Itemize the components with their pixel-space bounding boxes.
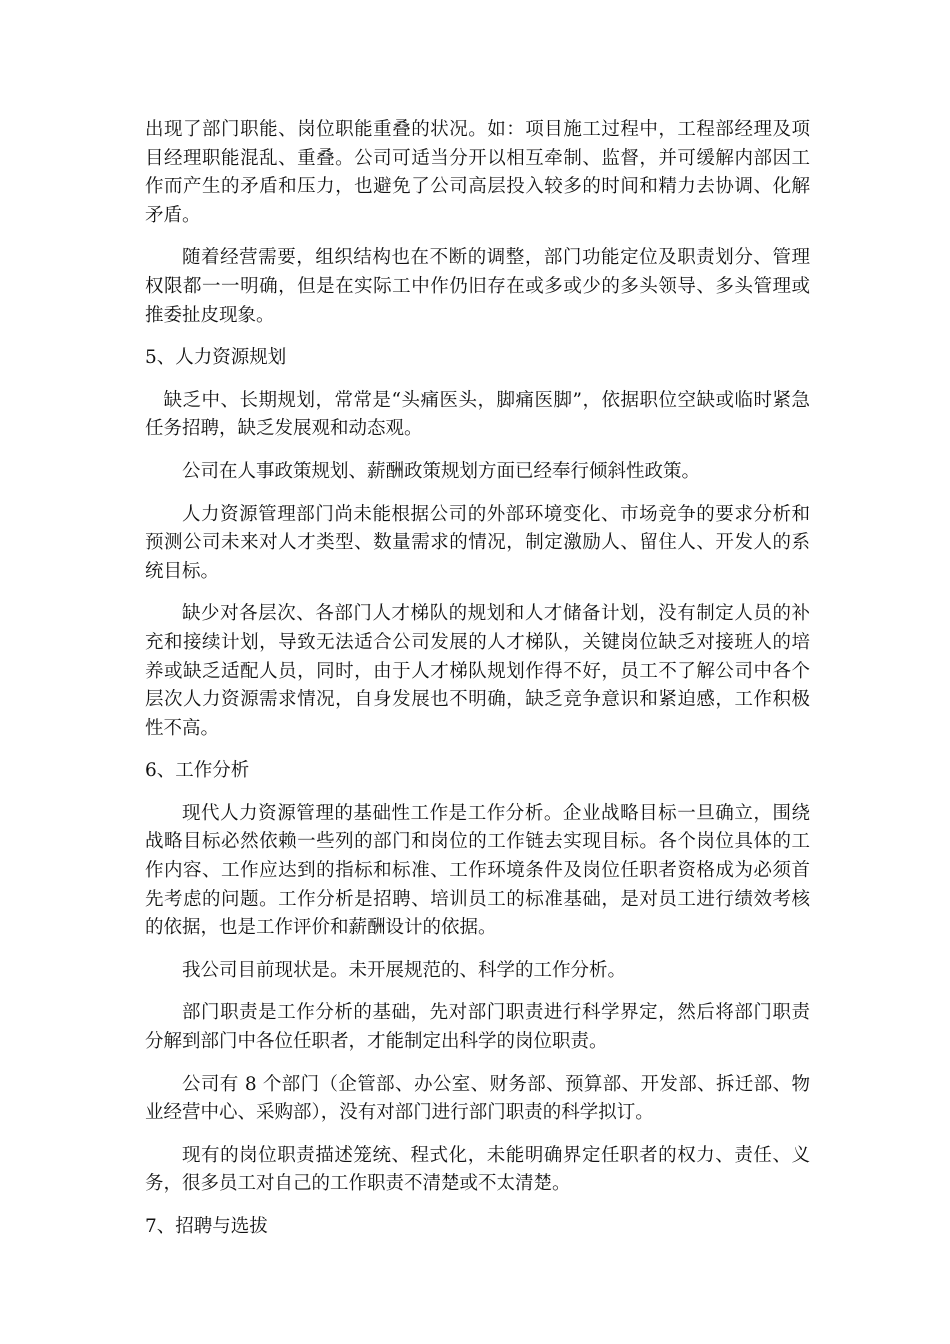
document-body xyxy=(145,116,810,1256)
section-heading-job-analysis: 6、工作分析 xyxy=(145,760,250,782)
paragraph-current-status: 我公司目前现状是。未开展规范的、科学的工作分析。 xyxy=(182,959,627,981)
paragraph-job-descriptions: 现有的岗位职责描述笼统、程式化，未能明确界定任职者的权力、责任、义务，很多员工对自己的工作职责不清楚或不太清楚。 xyxy=(145,1144,810,1195)
section-heading-recruitment: 7、招聘与选拔 xyxy=(145,1216,268,1237)
paragraph-job-analysis-basis: 现代人力资源管理的基础性工作是工作分析。企业战略目标一旦确立，围绕战略目标必然依赖一些列的部门和岗位的工作链去实现目标。各个岗位具体的工作内容、工作应达到的指标和标准、工作环境条件及岗位任职者资格成为必须首先考虑的问题。工作分析是招聘、培训员工的标准基础，是对员工进行绩效考核的依据，也是工作评价和薪酬设计的依据。 xyxy=(145,802,810,939)
paragraph-lack-planning: 缺乏中、长期规划，常常是“头痛医头，脚痛医脚”，依据职位空缺或临时紧急任务招聘，缺乏发展观和动态观。 xyxy=(145,389,810,440)
paragraph-org-adjustment: 随着经营需要，组织结构也在不断的调整，部门功能定位及职责划分、管理权限都一一明确，但是在实际工中作仍旧存在或多或少的多头领导、多头管理或推委扯皮现象。 xyxy=(145,247,810,326)
paragraph-role-overlap: 出现了部门职能、岗位职能重叠的状况。如：项目施工过程中，工程部经理及项目经理职能混乱、重叠。公司可适当分开以相互牵制、监督，并可缓解内部因工作而产生的矛盾和压力，也避免了公司高层投入较多的时间和精力去协调、化解矛盾。 xyxy=(145,119,810,226)
paragraph-department-duties: 部门职责是工作分析的基础，先对部门职责进行科学界定，然后将部门职责分解到部门中各位任职者，才能制定出科学的岗位职责。 xyxy=(145,1002,810,1053)
paragraph-talent-pipeline: 缺少对各层次、各部门人才梯队的规划和人才储备计划，没有制定人员的补充和接续计划，导致无法适合公司发展的人才梯队，关键岗位缺乏对接班人的培养或缺乏适配人员，同时，由于人才梯队规划作得不好，员工不了解公司中各个层次人力资源需求情况，自身发展也不明确，缺乏竞争意识和紧迫感，工作积极性不高。 xyxy=(145,603,810,739)
paragraph-hr-analysis: 人力资源管理部门尚未能根据公司的外部环境变化、市场竞争的要求分析和预测公司未来对人才类型、数量需求的情况，制定激励人、留住人、开发人的系统目标。 xyxy=(145,503,810,582)
paragraph-department-list: 公司有 8 个部门（企管部、办公室、财务部、预算部、开发部、拆迁部、物业经营中心、采购部），没有对部门进行部门职责的科学拟订。 xyxy=(145,1073,810,1124)
paragraph-policy-planning: 公司在人事政策规划、薪酬政策规划方面已经奉行倾斜性政策。 xyxy=(182,460,701,482)
section-heading-hr-planning: 5、人力资源规划 xyxy=(145,347,287,369)
